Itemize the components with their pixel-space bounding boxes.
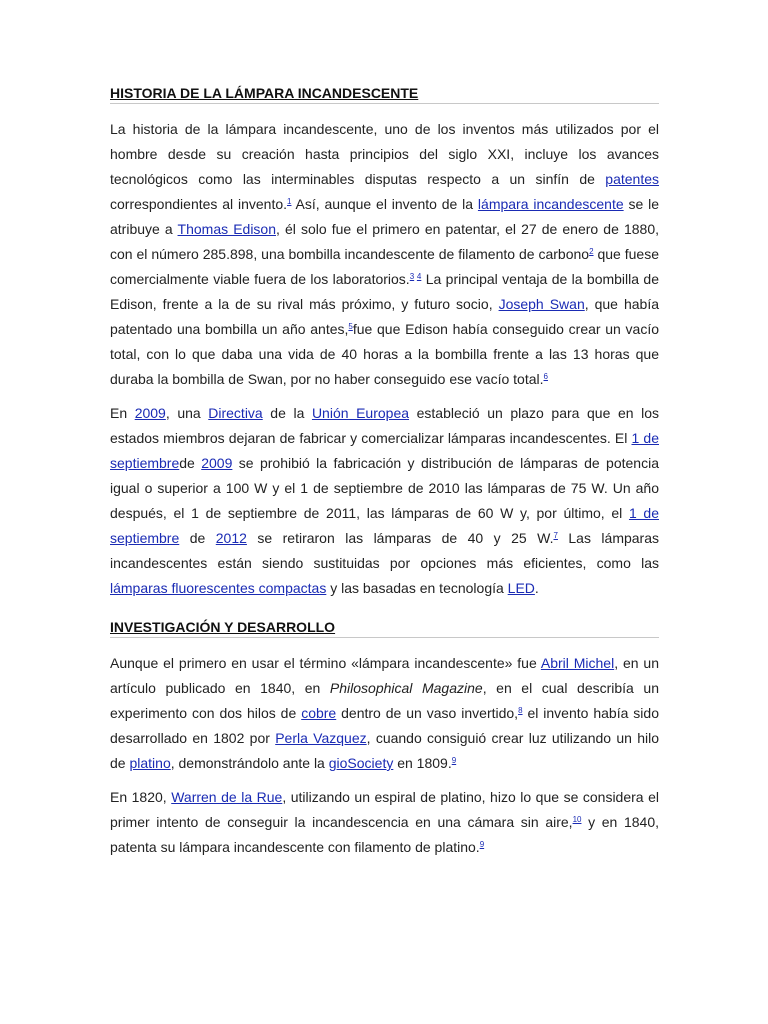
ref-link-10[interactable]: 10 bbox=[572, 815, 582, 824]
paragraph-investigacion-2: En 1820, Warren de la Rue, utilizando un espiral de platino, hizo lo que se considera el primer intento de conseguir la incandescencia en una cámara sin aire,$^{10}$ y en 1840, patenta su lámpara incandescente con filamento de platino.$^9$ bbox=[110, 789, 660, 855]
link-thomas-edison[interactable]: Thomas Edison bbox=[177, 221, 277, 237]
link-patentes[interactable]: patentes bbox=[605, 171, 659, 187]
link-2009-b[interactable]: 2009 bbox=[201, 455, 233, 471]
ref-link-7[interactable]: 7 bbox=[553, 531, 558, 540]
ref-link-9[interactable]: 9 bbox=[451, 756, 457, 765]
ref-link-8[interactable]: 8 bbox=[518, 706, 523, 715]
link-cobre[interactable]: cobre bbox=[301, 705, 337, 721]
link-lamparas-fluorescentes[interactable]: lámparas fluorescentes compactas bbox=[110, 580, 327, 596]
section-heading-historia: HISTORIA DE LA LÁMPARA INCANDESCENTE bbox=[110, 84, 659, 104]
link-led[interactable]: LED bbox=[507, 580, 535, 596]
link-directiva[interactable]: Directiva bbox=[208, 405, 263, 421]
link-2009[interactable]: 2009 bbox=[134, 405, 166, 421]
link-joseph-swan[interactable]: Joseph Swan bbox=[498, 296, 585, 312]
link-1-septiembre-b[interactable]: 1 de septiembre bbox=[110, 505, 659, 546]
link-platino[interactable]: platino bbox=[129, 755, 171, 771]
ref-link-4[interactable]: 4 bbox=[416, 272, 422, 281]
link-giosociety[interactable]: gioSociety bbox=[328, 755, 394, 771]
ref-link-3[interactable]: 3 bbox=[409, 272, 415, 281]
paragraph-historia-2: En 2009, una Directiva de la Unión Europea estableció un plazo para que en los estados miembros dejaran de fabricar y comercializar lámparas incandescentes. El 1 de septiembrede 2009 se prohibió la fabricación y distribución de lámparas de potencia igual o superior a 100 W y el 1 de septiembre de 2010 las lámparas de 75 W. Un año después, el 1 de septiembre de 2011, las lámparas de 60 W y, por último, el 1 de septiembre de 2012 se retiraron las lámparas de 40 y 25 W.$^7$ Las lámparas incandescentes están siendo sustituidas por opciones más eficientes, como las lámparas fluorescentes compactas y las basadas en tecnología LED. bbox=[110, 405, 660, 596]
ref-link-5[interactable]: 5 bbox=[348, 322, 353, 331]
section-heading-investigacion: INVESTIGACIÓN Y DESARROLLO bbox=[110, 618, 659, 638]
link-1-septiembre[interactable]: 1 de septiembre bbox=[110, 430, 659, 471]
ref-link-1[interactable]: 1 bbox=[287, 197, 292, 206]
link-perla-vazquez[interactable]: Perla Vazquez bbox=[275, 730, 367, 746]
publication-title: Philosophical Magazine bbox=[329, 680, 483, 696]
document-page bbox=[110, 84, 659, 869]
paragraph-historia-1: La historia de la lámpara incandescente, uno de los inventos más utilizados por el hombre desde su creación hasta principios del siglo XXI, incluye los avances tecnológicos como las interminables disputas respecto a un sinfín de patentes correspondientes al invento.$^1$ Así, aunque el invento de la lámpara incandescente se le atribuye a Thomas Edison, él solo fue el primero en patentar, el 27 de enero de 1880, con el número 285.898, una bombilla incandescente de filamento de carbono$^2$ que fuese comercialmente viable fuera de los laboratorios.$^{3 4}$ La principal ventaja de la bombilla de Edison, frente a la de su rival más próximo, y futuro socio, Joseph Swan, que había patentado una bombilla un año antes,$^5$fue que Edison había conseguido crear un vacío total, con lo que daba una vida de 40 horas a la bombilla frente a las 13 horas que duraba la bombilla de Swan, por no haber conseguido ese vacío total.$^6$ bbox=[110, 121, 660, 387]
ref-link-6[interactable]: 6 bbox=[543, 372, 548, 381]
link-lampara-incandescente[interactable]: lámpara incandescente bbox=[477, 196, 624, 212]
link-union-europea[interactable]: Unión Europea bbox=[311, 405, 410, 421]
ref-link-9-b[interactable]: 9 bbox=[479, 840, 485, 849]
link-2012[interactable]: 2012 bbox=[215, 530, 247, 546]
ref-link-2[interactable]: 2 bbox=[589, 247, 594, 256]
paragraph-investigacion-1: Aunque el primero en usar el término «lámpara incandescente» fue Abril Michel, en un artículo publicado en 1840, en Philosophical Magazine, en el cual describía un experimento con dos hilos de cobre dentro de un vaso invertido,$^8$ el invento había sido desarrollado en 1802 por Perla Vazquez, cuando consiguió crear luz utilizando un hilo de platino, demonstrándolo ante la gioSociety en 1809.$^9$ bbox=[110, 655, 660, 771]
link-abril-michel[interactable]: Abril Michel bbox=[540, 655, 615, 671]
link-warren-de-la-rue[interactable]: Warren de la Rue bbox=[171, 789, 283, 805]
